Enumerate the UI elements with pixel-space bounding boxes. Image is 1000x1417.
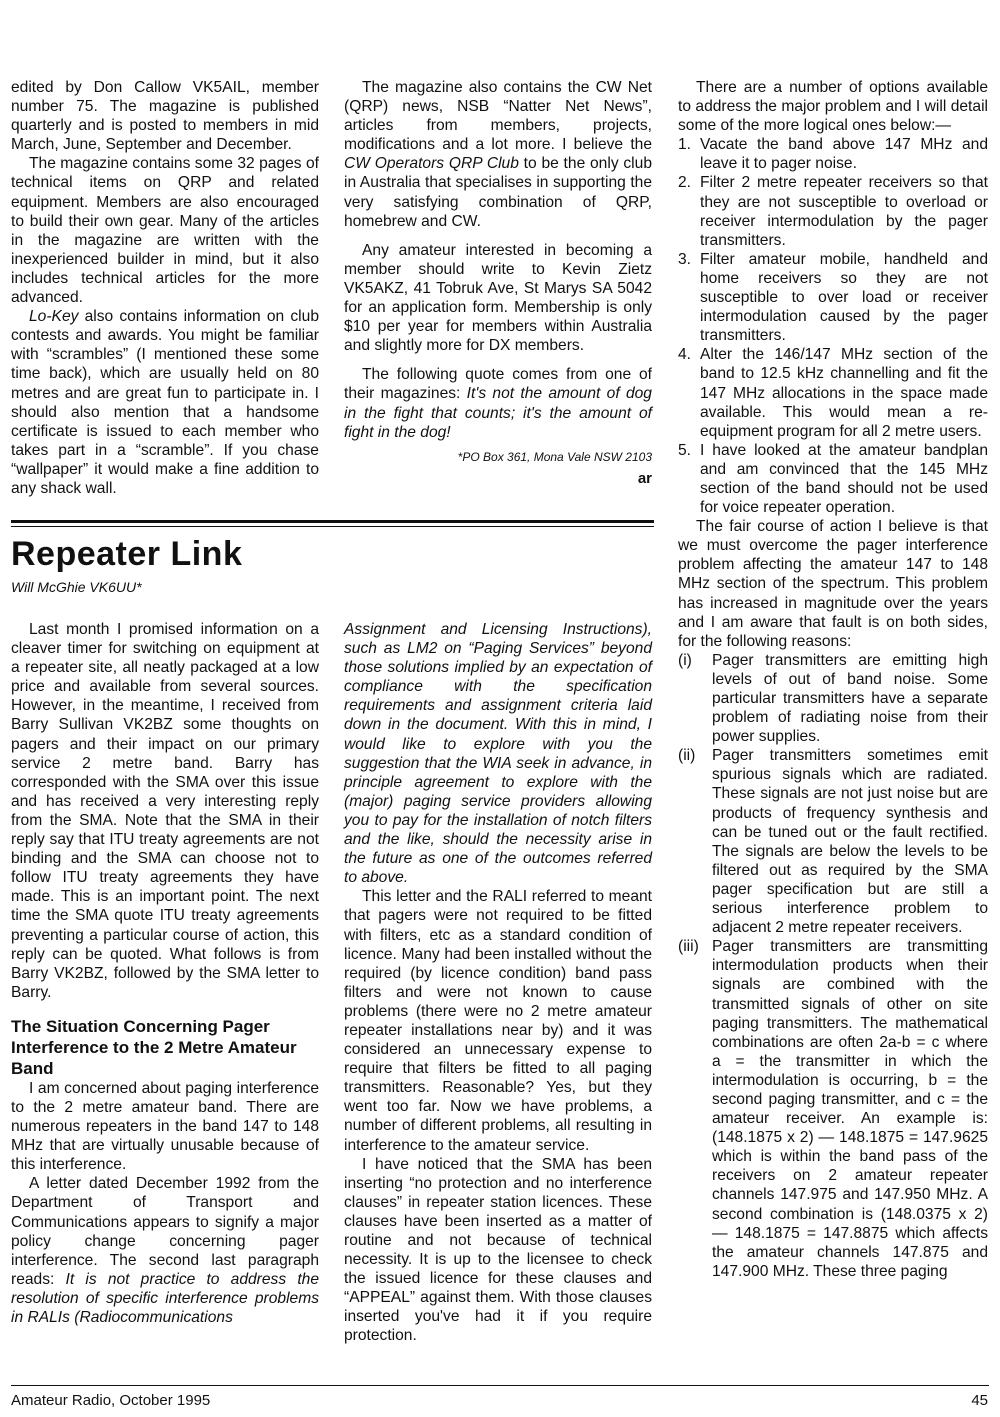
list-marker: (i) <box>678 651 692 669</box>
publication-footer: Amateur Radio, October 1995 <box>11 1392 211 1409</box>
list-item <box>678 345 988 440</box>
paragraph: The fair course of action I believe is that we must overcome the pager interference problem affecting the amateur 147 to 148 MHz section of the spectrum. This problem has increased in magnitude over the years and I am aware that fault is on both sides, for the following reasons: <box>678 518 988 650</box>
list-item <box>678 173 988 249</box>
list-marker: 4. <box>678 346 692 364</box>
list-marker: (iii) <box>678 938 699 956</box>
paragraph: The magazine contains some 32 pages of technical items on QRP and related equipment. Members are also encouraged to build their own gear. Many of the articles in the magazine are written with the inexperienced builder in mind, but it also includes technical articles for the more advanced. <box>11 155 319 307</box>
paragraph <box>344 78 652 231</box>
list-item <box>678 135 988 173</box>
paragraph <box>344 365 652 441</box>
page-number: 45 <box>971 1392 988 1409</box>
text: also contains information on club contests and awards. You might be familiar with “scrambles” (I mentioned these some time back), which are usually held on 80 metres and are great fun to participate in. I should also mention that a handsome certificate is issued to each member who takes part in a “scramble”. If you chase “wallpaper” it would make a fine addition to any shack wall. <box>11 308 319 497</box>
list-item <box>678 746 988 937</box>
list-text: I have looked at the amateur bandplan and am convinced that the 145 MHz section of the band should not be used for voice repeater operation. <box>700 441 988 517</box>
italic-text: Lo-Key <box>29 308 79 326</box>
paragraph <box>11 307 319 498</box>
italic-text: CW Operators QRP Club <box>344 155 519 173</box>
paragraph: This letter and the RALI referred to meant that pagers were not required to be fitted with filters, etc as a standard condition of licence. Many had been installed without the required (by licence condition) band pass filters and were not known to cause problems (there were no 2 metre amateur repeater installations near by) and it was considered an unnecessary expense to require that filters be fitted to all paging transmitters. Reasonable? Yes, but they went too far. Now we have problems, a number of different problems, all resulting in interference to the amateur service. <box>344 888 652 1154</box>
list-marker: 5. <box>678 441 692 459</box>
italic-text: It is not practice to address the resolution of specific interference problems in RALIs (Radiocommunications <box>11 1270 319 1326</box>
section-divider <box>11 520 654 527</box>
end-mark: ar <box>637 469 652 487</box>
list-marker: (ii) <box>678 747 696 765</box>
footer-rule <box>11 1385 989 1386</box>
section-title: Repeater Link <box>11 535 243 573</box>
list-text: Filter amateur mobile, handheld and home receivers so they are not susceptible to over load or receiver intermodulation caused by the pager transmitters. <box>700 250 988 345</box>
list-item <box>678 937 988 1281</box>
paragraph <box>11 1174 319 1327</box>
text: The magazine also contains the CW Net (QRP) news, NSB “Natter Net News”, articles from members, projects, modifications and a lot more. I believe the <box>344 79 652 154</box>
list-text: Pager transmitters sometimes emit spurious signals which are radiated. These signals are not just noise but are products of frequency synthesis and can be tuned out or the fault rectified. The signals are below the levels to be filtered out as required by the SMA pager specification but are still a serious interference problem to adjacent 2 metre repeater receivers. <box>712 747 988 937</box>
paragraph: Any amateur interested in becoming a member should write to Kevin Zietz VK5AKZ, 41 Tobruk Ave, St Marys SA 5042 for an application form. Membership is only $10 per year for members within Australia and slightly more for DX members. <box>344 241 652 355</box>
options-list <box>678 135 988 517</box>
subheading: The Situation Concerning Pager Interference to the 2 Metre Amateur Band <box>11 1016 297 1078</box>
list-text: Alter the 146/147 MHz section of the band to 12.5 kHz channelling and fit the 147 MHz allocations in the space made available. This would mean a re-equipment program for all 2 metre users. <box>700 346 988 440</box>
list-text: Pager transmitters are transmitting intermodulation products when their signals are combined with the transmitted signals of other on site paging transmitters. The mathematical combinations are often 2a-b = c where a = the transmitter in which the intermodulation is occurring, b = the second paging transmitter, and c = the amateur receiver. An example is: (148.1875 x 2) — 148.1875 = 147.9625 which is within the band pass of the receivers on 2 amateur repeater channels 147.975 and 147.950 MHz. A second combination is (148.0375 x 2) — 148.1875 = 147.8875 which affects the amateur channels 147.875 and 147.900 MHz. These three paging <box>712 938 988 1280</box>
list-text: Filter 2 metre repeater receivers so that they are not susceptible to overload or receiver intermodulation by the pager transmitters. <box>700 174 988 249</box>
italic-text: It's not the amount of dog in the fight that counts; it's the amount of fight in the dog! <box>344 385 652 441</box>
byline: Will McGhie VK6UU* <box>11 579 142 595</box>
paragraph: I have noticed that the SMA has been inserting “no protection and no interference clauses” in repeater station licences. These clauses have been inserted as a matter of routine and not because of technical necessity. It is up to the licensee to check the issued licence for these clauses and “APPEAL” against them. With those clauses inserted you've had it if you require protection. <box>344 1155 652 1345</box>
text: to be the only club in Australia that specialises in supporting the very satisfying combination of QRP, homebrew and CW. <box>344 155 652 230</box>
list-item <box>678 651 988 746</box>
column-2 <box>344 78 652 488</box>
list-text: Pager transmitters are emitting high levels of out of band noise. Some particular transmitters have a separate problem of radiating noise from their power supplies. <box>712 651 988 746</box>
list-marker: 1. <box>678 136 692 154</box>
list-marker: 3. <box>678 250 692 268</box>
list-item <box>678 250 988 345</box>
reasons-list <box>678 651 988 1281</box>
list-marker: 2. <box>678 174 692 192</box>
paragraph: edited by Don Callow VK5AIL, member number 75. The magazine is published quarterly and is posted to members in mid March, June, September and December. <box>11 79 319 154</box>
text: A letter dated December 1992 from the Department of Transport and Communications appears to signify a major policy change concerning pager interference. The second last paragraph reads: <box>11 1175 319 1288</box>
text: The following quote comes from one of their magazines: <box>344 366 652 403</box>
list-text: Vacate the band above 147 MHz and leave it to pager noise. <box>700 136 988 173</box>
italic-paragraph: Assignment and Licensing Instructions), such as LM2 on “Paging Services” beyond those solutions implied by an expectation of compliance with the specification requirements and assignment criteria laid down in the document. With this in mind, I would like to explore with you the suggestion that the WIA seek in advance, in principle agreement to explore with the (major) paging service providers allowing you to pay for the installation of notch filters and the like, should the necessity arise in the future as one of the outcomes referred to above. <box>344 621 652 887</box>
column-5 <box>344 620 652 1346</box>
list-item <box>678 441 988 517</box>
column-3 <box>678 78 988 1281</box>
column-4 <box>11 620 319 1327</box>
paragraph: There are a number of options available to address the major problem and I will detail some of the more logical ones below:— <box>678 79 988 135</box>
author-address: *PO Box 361, Mona Vale NSW 2103 <box>457 449 652 464</box>
paragraph: I am concerned about paging interference to the 2 metre amateur band. There are numerous repeaters in the band 147 to 148 MHz that are virtually unusable because of this interference. <box>11 1079 319 1174</box>
column-1 <box>11 78 319 498</box>
paragraph: Last month I promised information on a cleaver timer for switching on equipment at a repeater site, all neatly packaged at a low price and available from several sources. However, in the meantime, I received from Barry Sullivan VK2BZ some thoughts on pagers and their impact on our primary service 2 metre band. Barry has corresponded with the SMA over this issue and has received a very interesting reply from the SMA. Note that the SMA in their reply say that ITU treaty agreements are not binding and the SMA can choose not to follow ITU treaty agreements they have made. This is an important point. The next time the SMA quote ITU treaty agreements preventing a particular course of action, this reply can be quoted. What follows is from Barry VK2BZ, followed by the SMA letter to Barry. <box>11 621 319 1001</box>
